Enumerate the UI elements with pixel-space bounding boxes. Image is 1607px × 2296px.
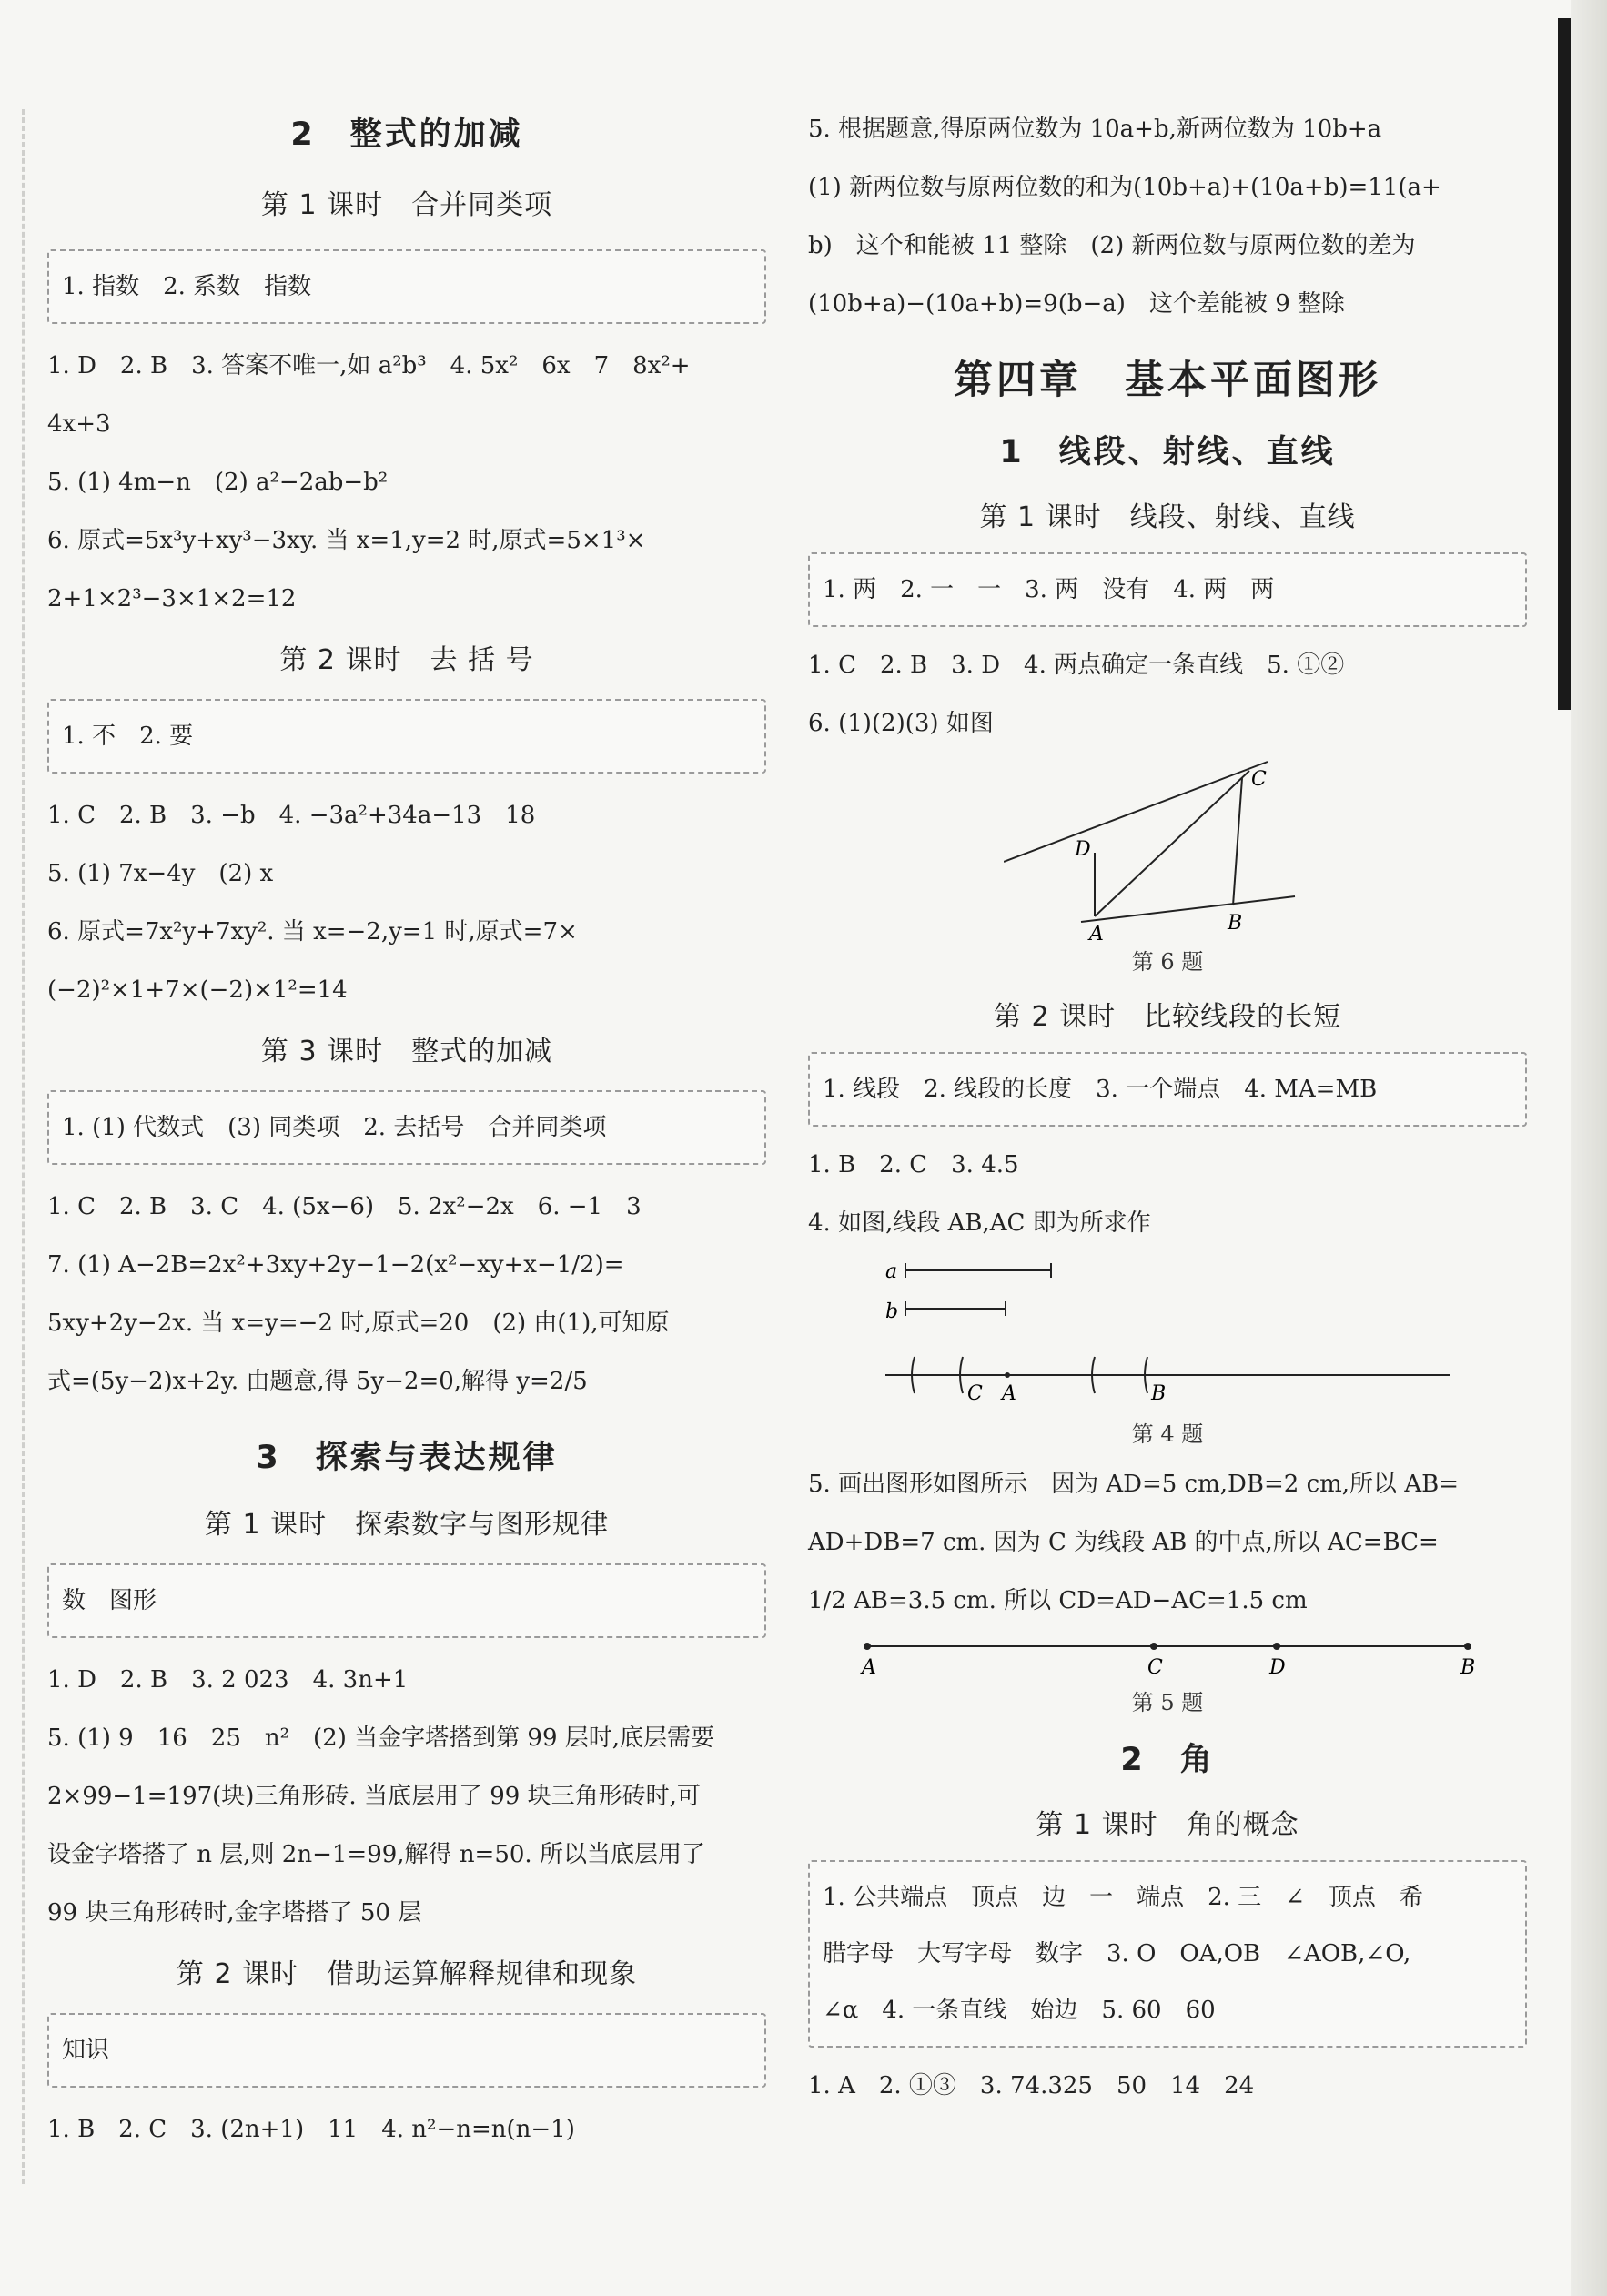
figure-caption: 第 5 题 — [1131, 1690, 1204, 1715]
answer-box-text: 1. (1) 代数式 (3) 同类项 2. 去括号 合并同类项 — [62, 1114, 607, 1141]
answer-line: (1) 新两位数与原两位数的和为(10b+a)+(10a+b)=11(a+ — [808, 174, 1441, 201]
label-d: D — [1075, 838, 1091, 861]
answer-line: 5. (1) 4m−n (2) a²−2ab−b² — [47, 469, 389, 496]
answer-line: 5. (1) 9 16 25 n² (2) 当金字塔搭到第 99 层时,底层需要 — [47, 1725, 715, 1752]
answer-line: 1. B 2. C 3. 4.5 — [808, 1151, 1019, 1178]
answer-line: 7. (1) A−2B=2x²+3xy+2y−1−2(x²−xy+x−1/2)= — [47, 1251, 624, 1279]
answer-box — [808, 1052, 1527, 1127]
section-title: 1 线段、射线、直线 — [999, 434, 1336, 470]
label-b: B — [1151, 1382, 1167, 1405]
label-c: C — [1251, 768, 1267, 791]
answer-box-text: 1. 指数 2. 系数 指数 — [62, 273, 312, 300]
answer-box-line: 腊字母 大写字母 数字 3. O OA,OB ∠AOB,∠O, — [823, 1940, 1411, 1967]
lesson-title: 第 1 课时 线段、射线、直线 — [979, 501, 1356, 533]
lesson-title: 第 3 课时 整式的加减 — [260, 1036, 553, 1067]
answer-line: 1. C 2. B 3. −b 4. −3a²+34a−13 18 — [47, 802, 536, 829]
answer-line: 1. C 2. B 3. C 4. (5x−6) 5. 2x²−2x 6. −1 3 — [47, 1193, 642, 1220]
answer-line: 5xy+2y−2x. 当 x=y=−2 时,原式=20 (2) 由(1),可知原 — [47, 1310, 670, 1337]
answer-line: 1/2 AB=3.5 cm. 所以 CD=AD−AC=1.5 cm — [808, 1587, 1308, 1614]
lesson-title: 第 2 课时 去 括 号 — [279, 644, 534, 676]
right-column — [808, 100, 1527, 2115]
answer-line: 式=(5y−2)x+2y. 由题意,得 5y−2=0,解得 y=2/5 — [47, 1368, 588, 1395]
answer-line: 6. (1)(2)(3) 如图 — [808, 710, 994, 737]
answer-box — [47, 1090, 766, 1165]
lesson-title: 第 1 课时 探索数字与图形规律 — [204, 1509, 610, 1541]
binding-dashed-line — [22, 109, 25, 2184]
left-column — [47, 100, 766, 2159]
label-c: C — [1147, 1656, 1163, 1679]
answer-line: 1. D 2. B 3. 2 023 4. 3n+1 — [47, 1666, 409, 1694]
answer-line: 1. C 2. B 3. D 4. 两点确定一条直线 5. ①② — [808, 652, 1345, 679]
label-b: B — [1460, 1656, 1476, 1679]
label-a-segment: a — [885, 1260, 898, 1283]
answer-line: 5. 画出图形如图所示 因为 AD=5 cm,DB=2 cm,所以 AB= — [808, 1471, 1459, 1498]
line-ac — [1095, 771, 1249, 916]
answer-box-text: 1. 两 2. 一 一 3. 两 没有 4. 两 两 — [823, 576, 1275, 603]
answer-line: 4. 如图,线段 AB,AC 即为所求作 — [808, 1209, 1151, 1237]
chapter-title: 第四章 基本平面图形 — [954, 358, 1381, 403]
scan-shadow — [1571, 0, 1607, 2296]
answer-box-text: 1. 不 2. 要 — [62, 723, 194, 750]
label-a: A — [1002, 1382, 1016, 1405]
answer-box-line: 1. 公共端点 顶点 边 一 端点 2. 三 ∠ 顶点 希 — [823, 1884, 1423, 1911]
answer-box — [47, 1563, 766, 1638]
answer-line: 2×99−1=197(块)三角形砖. 当底层用了 99 块三角形砖时,可 — [47, 1783, 701, 1810]
line-dc — [1004, 762, 1268, 862]
answer-box — [47, 699, 766, 774]
answer-line: 1. D 2. B 3. 答案不唯一,如 a²b³ 4. 5x² 6x 7 8x²+ — [47, 352, 691, 379]
answer-line: (−2)²×1+7×(−2)×1²=14 — [47, 976, 348, 1004]
lesson-title: 第 1 课时 合并同类项 — [260, 189, 553, 221]
answer-line: b) 这个和能被 11 整除 (2) 新两位数与原两位数的差为 — [808, 232, 1416, 259]
label-a: A — [1089, 923, 1104, 944]
figure-6-diagram — [1004, 753, 1331, 944]
answer-line: 4x+3 — [47, 410, 111, 438]
answer-box — [808, 1860, 1527, 2048]
label-b: B — [1228, 912, 1243, 935]
label-a: A — [862, 1656, 876, 1679]
answer-line: 6. 原式=5x³y+xy³−3xy. 当 x=1,y=2 时,原式=5×1³× — [47, 527, 646, 554]
lesson-title: 第 1 课时 角的概念 — [1036, 1809, 1299, 1841]
answer-line: (10b+a)−(10a+b)=9(b−a) 这个差能被 9 整除 — [808, 290, 1346, 318]
answer-line: 设金字塔搭了 n 层,则 2n−1=99,解得 n=50. 所以当底层用了 — [47, 1841, 705, 1868]
figure-caption: 第 6 题 — [1131, 949, 1204, 975]
answer-line: AD+DB=7 cm. 因为 C 为线段 AB 的中点,所以 AC=BC= — [808, 1529, 1439, 1556]
answer-line: 1. B 2. C 3. (2n+1) 11 4. n²−n=n(n−1) — [47, 2116, 575, 2143]
answer-line: 2+1×2³−3×1×2=12 — [47, 585, 297, 612]
label-b-segment: b — [885, 1300, 899, 1323]
section-title: 2 整式的加减 — [290, 116, 523, 153]
answer-box-text: 知识 — [62, 2037, 110, 2064]
lesson-title: 第 2 课时 借助运算解释规律和现象 — [176, 1958, 638, 1990]
page-edge — [1558, 18, 1571, 710]
label-d: D — [1269, 1656, 1286, 1679]
section-title: 3 探索与表达规律 — [256, 1440, 558, 1476]
section-title: 2 角 — [1120, 1742, 1215, 1778]
answer-line: 5. (1) 7x−4y (2) x — [47, 860, 274, 887]
answer-line: 1. A 2. ①③ 3. 74.325 50 14 24 — [808, 2072, 1255, 2099]
figure-caption: 第 4 题 — [1131, 1421, 1204, 1447]
answer-line: 5. 根据题意,得原两位数为 10a+b,新两位数为 10b+a — [808, 116, 1382, 143]
figure-5-diagram — [849, 1630, 1486, 1684]
segment-cb — [1233, 778, 1242, 905]
lesson-title: 第 2 课时 比较线段的长短 — [993, 1001, 1342, 1033]
label-c: C — [967, 1382, 983, 1405]
answer-box-line: ∠α 4. 一条直线 始边 5. 60 60 — [823, 1997, 1216, 2024]
answer-box-text: 数 图形 — [62, 1587, 157, 1614]
answer-box — [47, 249, 766, 324]
answer-box — [808, 552, 1527, 627]
answer-box — [47, 2013, 766, 2088]
answer-line: 99 块三角形砖时,金字塔搭了 50 层 — [47, 1899, 422, 1927]
answer-box-text: 1. 线段 2. 线段的长度 3. 一个端点 4. MA=MB — [823, 1076, 1378, 1103]
answer-line: 6. 原式=7x²y+7xy². 当 x=−2,y=1 时,原式=7× — [47, 918, 578, 946]
figure-4-diagram — [849, 1252, 1486, 1416]
